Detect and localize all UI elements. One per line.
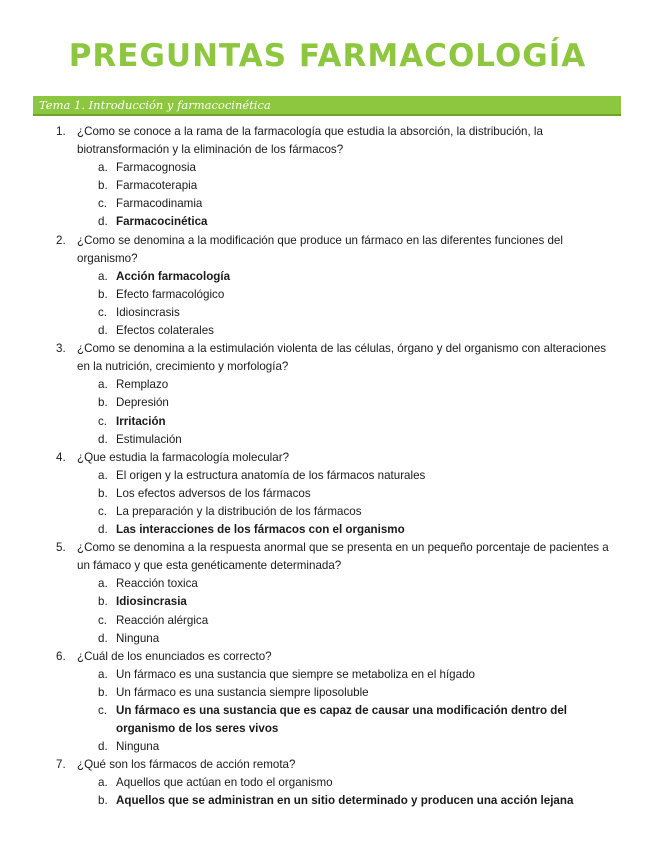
option-item-correct — [0, 213, 655, 231]
option-list — [0, 666, 655, 756]
option-item-correct — [0, 792, 655, 810]
option-letter: c. — [98, 613, 108, 627]
option-text: Idiosincrasis — [116, 305, 180, 319]
question-number: 2. — [56, 233, 66, 247]
option-item — [0, 485, 655, 503]
option-item — [0, 612, 655, 630]
option-letter: b. — [98, 179, 108, 193]
option-list — [0, 774, 655, 810]
option-letter: b. — [98, 486, 108, 500]
option-text: Farmacocinética — [116, 215, 208, 229]
option-text: Reacción toxica — [116, 577, 198, 591]
option-text: Efecto farmacológico — [116, 287, 225, 301]
question-number: 7. — [56, 758, 66, 772]
question-item — [0, 232, 655, 341]
option-list — [0, 376, 655, 448]
option-letter: a. — [98, 269, 108, 283]
question-item — [0, 449, 655, 539]
option-text: Las interacciones de los fármacos con el organismo — [116, 523, 405, 537]
option-item — [0, 322, 655, 340]
option-text: Depresión — [116, 396, 169, 410]
option-item — [0, 738, 655, 756]
option-list — [0, 467, 655, 539]
question-text: ¿Qué son los fármacos de acción remota? — [77, 758, 296, 772]
option-item — [0, 503, 655, 521]
question-item — [0, 123, 655, 232]
question-number: 1. — [56, 125, 66, 138]
option-text: Un fármaco es una sustancia que es capaz de causar una modificación dentro del organismo de los seres vivos — [116, 704, 568, 736]
option-item — [0, 684, 655, 702]
option-item — [0, 177, 655, 195]
option-item — [0, 159, 655, 177]
option-item — [0, 376, 655, 394]
option-text: Reacción alérgica — [116, 613, 209, 627]
option-text: El origen y la estructura anatomía de los fármacos naturales — [116, 468, 426, 482]
option-letter: d. — [98, 631, 108, 645]
option-letter: d. — [98, 324, 108, 338]
option-item — [0, 286, 655, 304]
question-number: 6. — [56, 649, 66, 663]
option-letter: b. — [98, 287, 108, 301]
option-list — [0, 575, 655, 647]
option-text: La preparación y la distribución de los fármacos — [116, 504, 362, 518]
option-text: Un fármaco es una sustancia que siempre se metaboliza en el hígado — [116, 667, 475, 681]
option-item — [0, 304, 655, 322]
option-letter: b. — [98, 595, 108, 609]
option-text: Farmacodinamia — [116, 197, 203, 211]
option-letter: c. — [98, 197, 108, 211]
option-text: Acción farmacología — [116, 269, 231, 283]
option-text: Un fármaco es una sustancia siempre liposoluble — [116, 685, 369, 699]
option-letter: b. — [98, 794, 108, 808]
option-item — [0, 195, 655, 213]
page-title: PREGUNTAS FARMACOLOGÍA — [68, 38, 587, 74]
option-text: Irritación — [116, 414, 166, 428]
option-letter: a. — [98, 776, 108, 790]
question-text: ¿Como se conoce a la rama de la farmacología que estudia la absorción, la distribución, la biotransformación y la eliminación de los fármacos? — [77, 125, 543, 157]
question-text: ¿Como se denomina a la estimulación violenta de las células, órgano y del organismo con alteraciones en la nutrición, crecimiento y morfología? — [77, 342, 607, 374]
option-text: Ninguna — [116, 740, 160, 754]
option-letter: a. — [98, 667, 108, 681]
option-letter: d. — [98, 432, 108, 446]
option-letter: a. — [98, 378, 108, 392]
option-item — [0, 774, 655, 792]
option-letter: c. — [98, 305, 108, 319]
option-letter: d. — [98, 523, 108, 537]
question-text: ¿Que estudia la farmacología molecular? — [77, 450, 290, 464]
option-text: Farmacognosia — [116, 161, 196, 175]
option-letter: c. — [98, 704, 108, 717]
option-text: Remplazo — [116, 378, 169, 392]
option-item-correct — [0, 521, 655, 539]
option-item — [0, 431, 655, 449]
option-letter: d. — [98, 740, 108, 754]
option-item — [0, 666, 655, 684]
option-text: Estimulación — [116, 432, 182, 446]
option-item-correct — [0, 268, 655, 286]
option-item — [0, 575, 655, 593]
question-item — [0, 648, 655, 757]
option-text: Aquellos que actúan en todo el organismo — [116, 776, 333, 790]
option-list — [0, 268, 655, 340]
question-text: ¿Cuál de los enunciados es correcto? — [77, 649, 272, 663]
question-number: 5. — [56, 541, 66, 555]
option-text: Ninguna — [116, 631, 160, 645]
option-item — [0, 394, 655, 412]
question-item — [0, 756, 655, 810]
question-item — [0, 539, 655, 648]
option-list — [0, 159, 655, 231]
option-item — [0, 630, 655, 648]
option-item-correct — [0, 413, 655, 431]
option-text: Idiosincrasia — [116, 595, 187, 609]
option-letter: b. — [98, 685, 108, 699]
question-text: ¿Como se denomina a la modificación que produce un fármaco en las diferentes funciones del organismo? — [77, 233, 563, 265]
option-text: Efectos colaterales — [116, 324, 214, 338]
option-letter: b. — [98, 396, 108, 410]
option-item-correct — [0, 593, 655, 611]
option-text: Farmacoterapia — [116, 179, 198, 193]
section-header-bar — [33, 96, 621, 116]
option-letter: a. — [98, 161, 108, 175]
question-item — [0, 340, 655, 449]
option-letter: c. — [98, 504, 108, 518]
option-text: Aquellos que se administran en un sitio determinado y producen una acción lejana — [116, 794, 574, 808]
option-item-correct — [0, 702, 655, 738]
option-letter: a. — [98, 468, 108, 482]
option-letter: d. — [98, 215, 108, 229]
option-letter: a. — [98, 577, 108, 591]
question-number: 3. — [56, 342, 66, 356]
question-number: 4. — [56, 450, 66, 464]
option-letter: c. — [98, 414, 108, 428]
question-list — [0, 123, 655, 811]
option-text: Los efectos adversos de los fármacos — [116, 486, 311, 500]
question-text: ¿Como se denomina a la respuesta anormal que se presenta en un pequeño porcentaje de pacientes a un fámaco y que esta genéticamente determinada? — [77, 541, 609, 573]
section-header-label: Tema 1. Introducción y farmacocinética — [39, 98, 271, 112]
option-item — [0, 467, 655, 485]
